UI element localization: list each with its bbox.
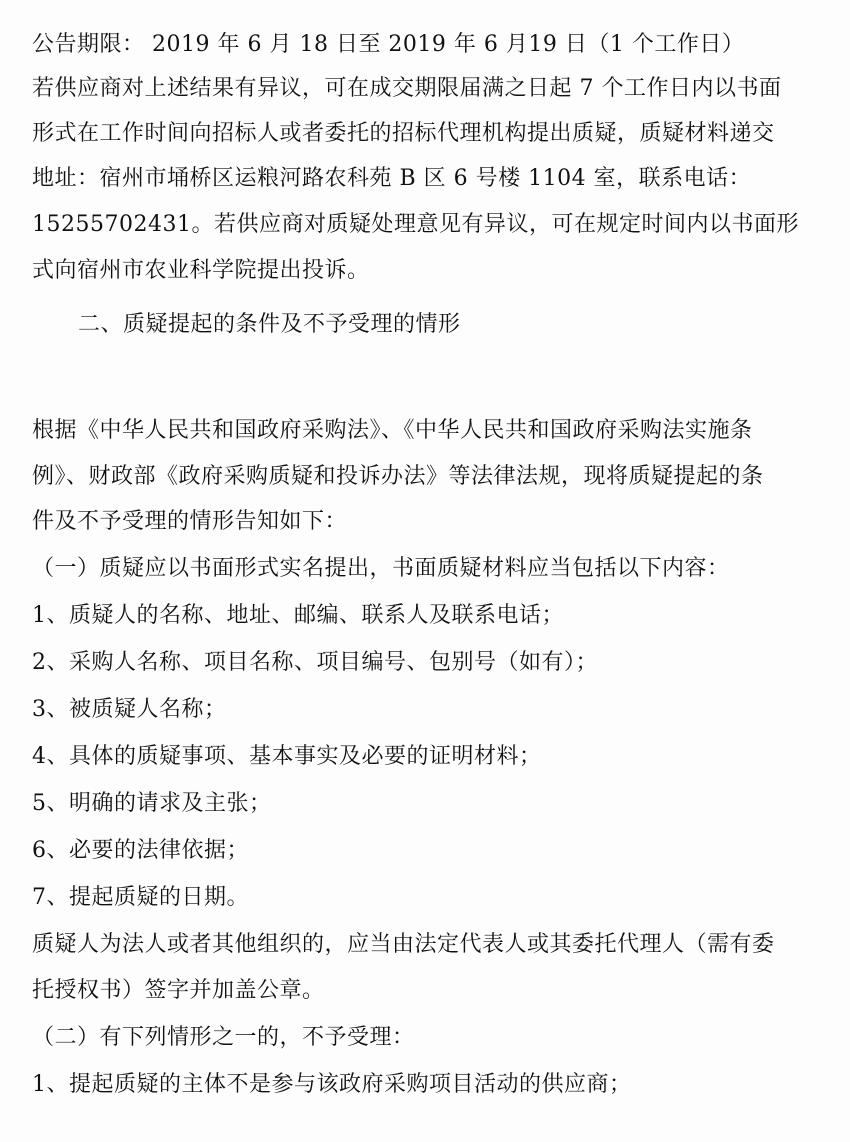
requirement-item: 5、明确的请求及主张； [32, 791, 272, 816]
subsection-two-heading: （二）有下列情形之一的，不予受理： [32, 1025, 415, 1050]
signature-line-2: 托授权书）签字并加盖公章。 [32, 978, 325, 1003]
requirement-item: 4、具体的质疑事项、基本事实及必要的证明材料； [32, 744, 542, 769]
rejection-item: 1、提起质疑的主体不是参与该政府采购项目活动的供应商； [32, 1072, 632, 1097]
notice-period: 公告期限： 2019 年 6 月 18 日至 2019 年 6 月19 日（1 个工作日） [32, 32, 745, 57]
signature-line-1: 质疑人为法人或者其他组织的，应当由法定代表人或其委托代理人（需有委 [32, 932, 775, 957]
objection-line-4: 15255702431。若供应商对质疑处理意见有异议，可在规定时间内以书面形 [32, 212, 799, 237]
legal-basis-line-1: 根据《中华人民共和国政府采购法》、《中华人民共和国政府采购法实施条 [32, 418, 753, 443]
objection-line-3: 地址：宿州市埇桥区运粮河路农科苑 B 区 6 号楼 1104 室，联系电话： [32, 166, 752, 191]
requirement-item: 7、提起质疑的日期。 [32, 885, 249, 910]
subsection-one-heading: （一）质疑应以书面形式实名提出，书面质疑材料应当包括以下内容： [32, 556, 730, 581]
objection-line-5: 式向宿州市农业科学院提出投诉。 [32, 258, 370, 283]
objection-line-1: 若供应商对上述结果有异议，可在成交期限届满之日起 7 个工作日内以书面 [32, 76, 782, 101]
requirement-item: 2、采购人名称、项目名称、项目编号、包别号（如有）； [32, 650, 598, 675]
requirement-item: 3、被质疑人名称； [32, 697, 227, 722]
requirement-item: 1、质疑人的名称、地址、邮编、联系人及联系电话； [32, 603, 564, 628]
legal-basis-line-3: 件及不予受理的情形告知如下： [32, 509, 348, 534]
requirement-item: 6、必要的法律依据； [32, 838, 249, 863]
section-two-heading: 二、质疑提起的条件及不予受理的情形 [78, 312, 461, 337]
legal-basis-line-2: 例》、财政部《政府采购质疑和投诉办法》等法律法规，现将质疑提起的条 [32, 464, 764, 489]
objection-line-2: 形式在工作时间向招标人或者委托的招标代理机构提出质疑，质疑材料递交 [32, 121, 775, 146]
